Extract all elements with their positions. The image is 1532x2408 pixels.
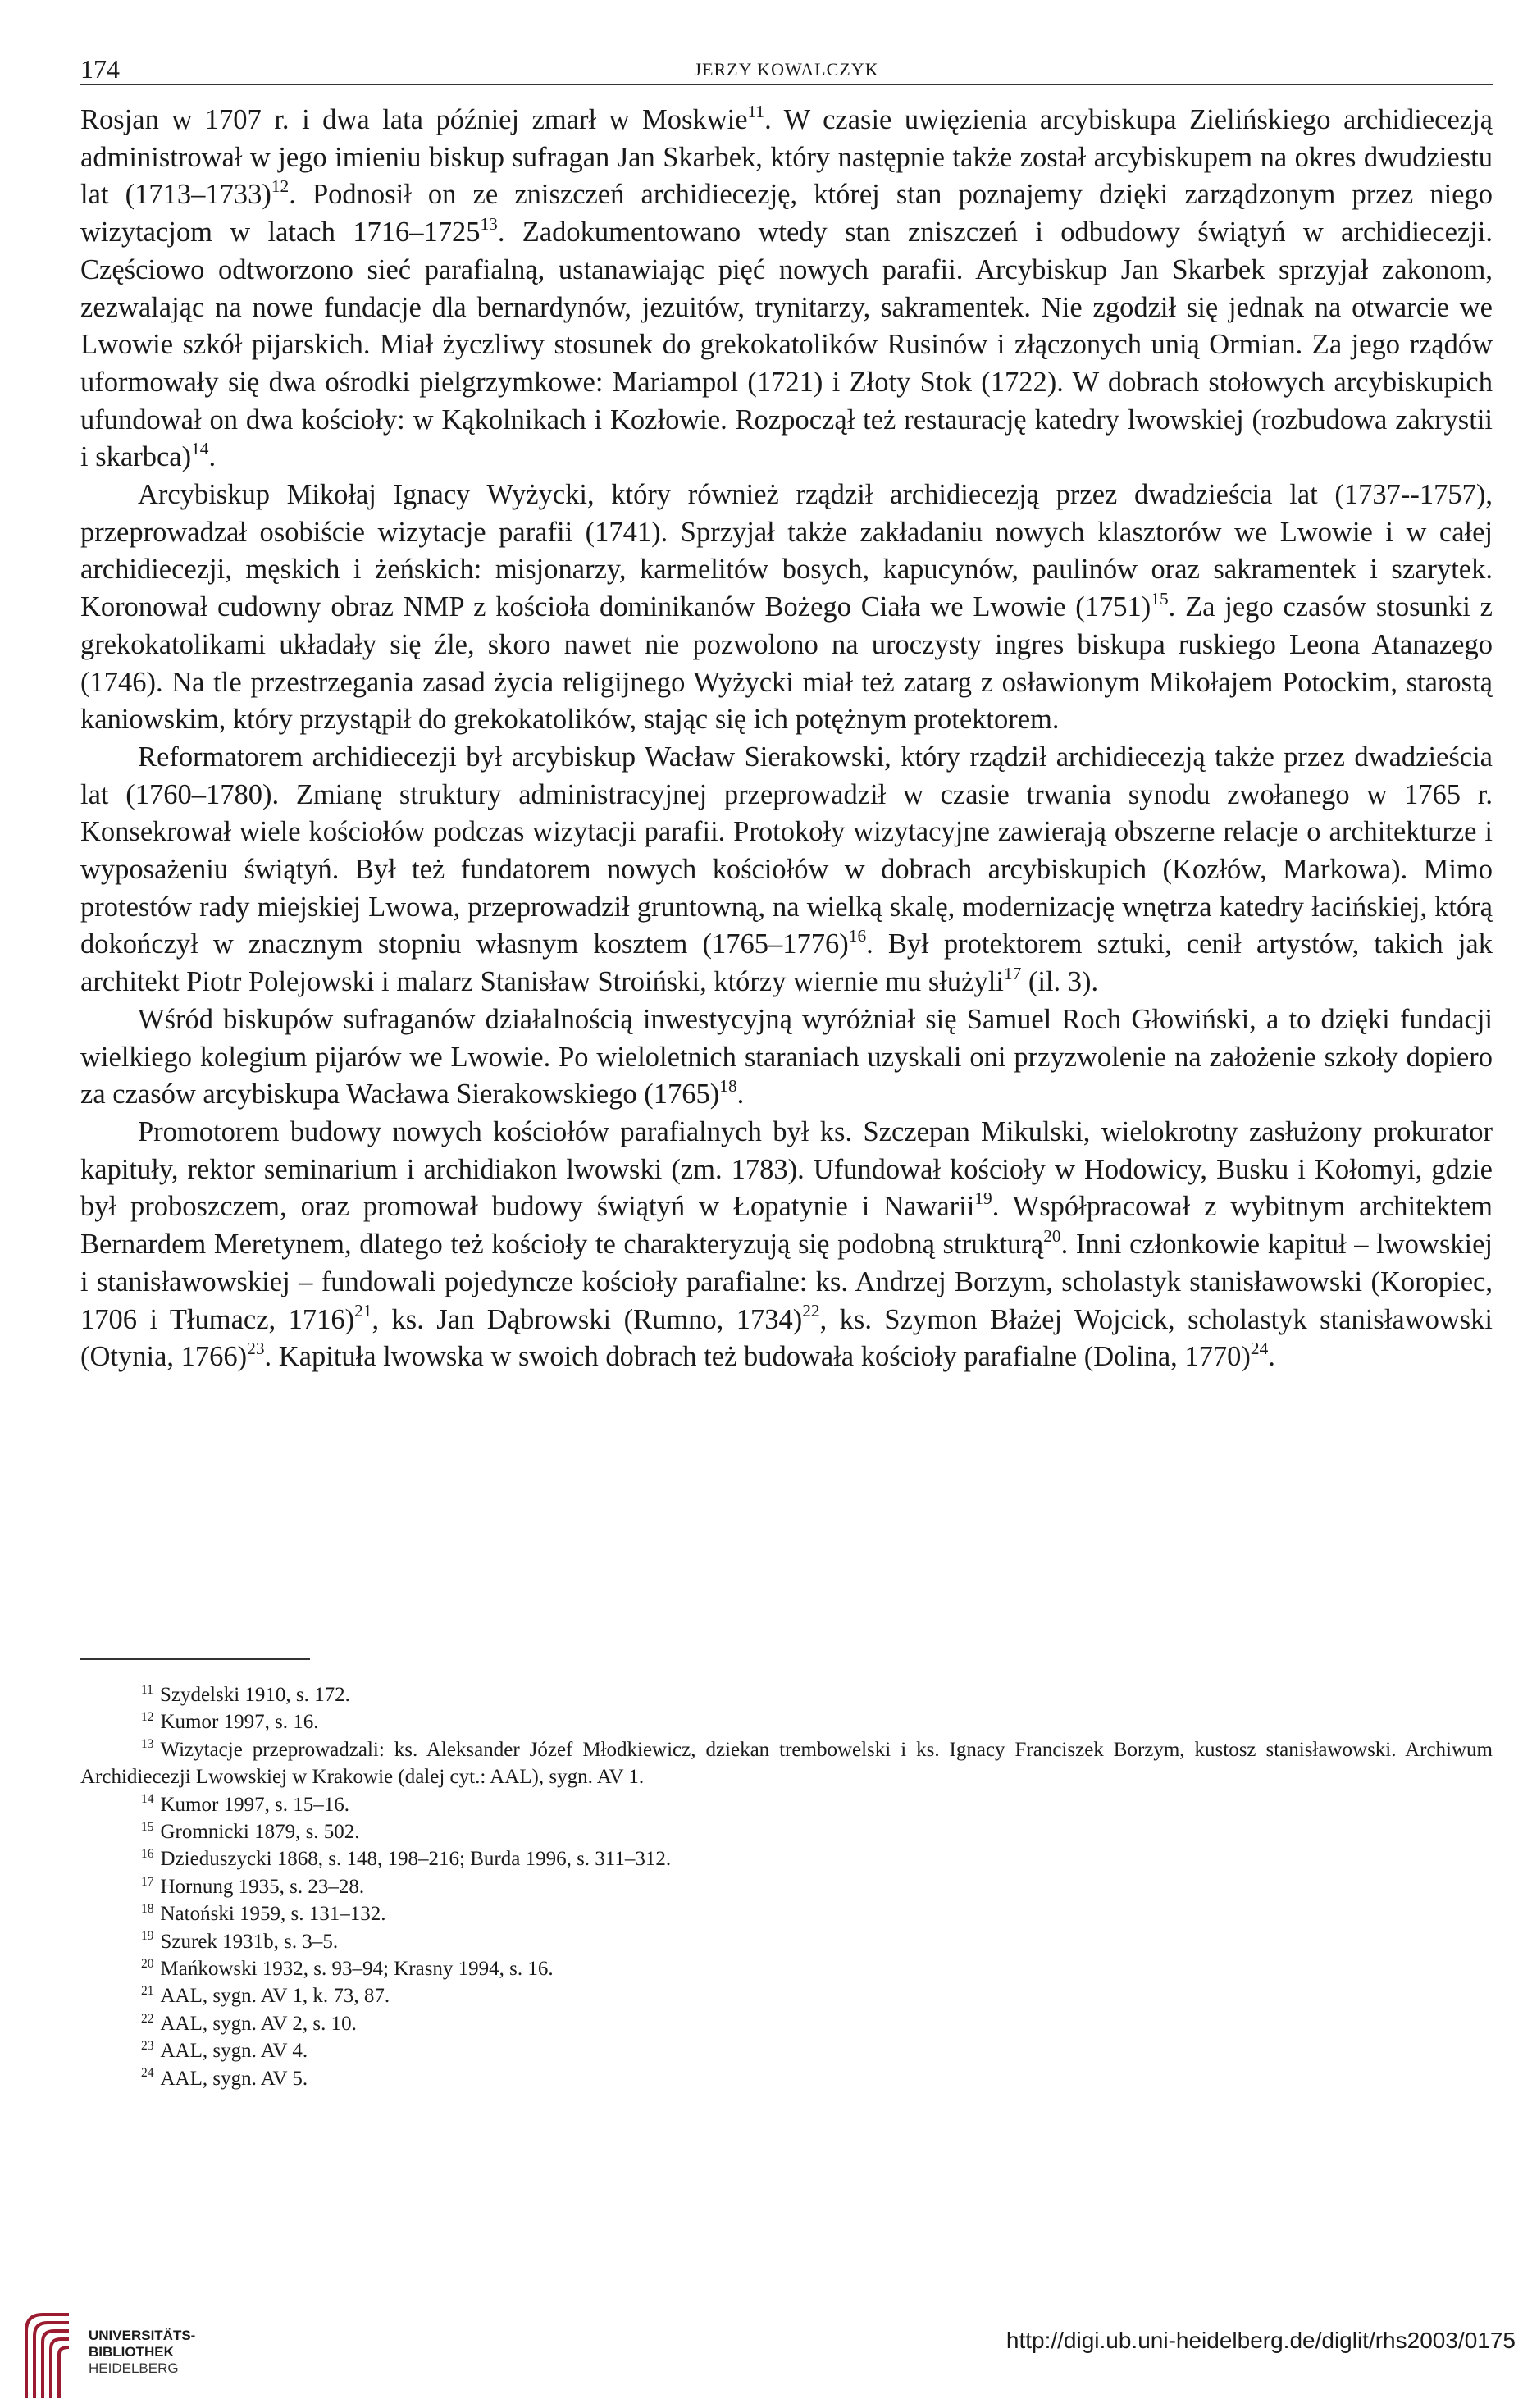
footnote-ref[interactable]: 12 [271, 176, 290, 196]
page-footer [0, 2296, 1532, 2408]
footnote-number: 13 [141, 1737, 154, 1752]
footnote-number: 22 [141, 2011, 154, 2026]
footnote-number: 16 [141, 1847, 154, 1862]
paragraph [80, 739, 1493, 1001]
text-run: . [1268, 1341, 1275, 1373]
footnote-text: Hornung 1935, s. 23–28. [160, 1875, 365, 1898]
footnote-number: 20 [141, 1956, 154, 1971]
text-run: Reformatorem archidiecezji był arcybiskup Wacław Sierakowski, który rządził archidiecezją także przez dwadzieścia lat (1760–1780). Zmianę struktury administracyjnej przeprowadził w czasie trwania synodu zwołanego w 1765 r. Konsekrował wiele kościołów podczas wizytacji parafii. Protokoły wizytacyjne zawierają obszerne relacje o architekturze i wyposażeniu świątyń. Był też fundatorem nowych kościołów w dobrach arcybiskupich (Kozłów, Markowa). Mimo protestów rady miejskiej Lwowa, przeprowadził gruntowną, na wielką skalę, modernizację wnętrza katedry łacińskiej, którą dokończył w znacznym stopniu własnym kosztem (1765–1776) [80, 741, 1493, 960]
footnote-ref[interactable]: 20 [1043, 1225, 1061, 1246]
footnote [80, 1982, 1493, 2009]
footnote-text: Wizytacje przeprowadzali: ks. Aleksander Józef Młodkiewicz, dziekan trembowelski i ks. Ignacy Franciszek Borzym, kustosz stanisławowski. Archiwum Archidiecezji Lwowskiej w Krakowie (dalej cyt.: AAL), sygn. AV 1. [80, 1738, 1493, 1789]
text-run: . Zadokumentowano wtedy stan zniszczeń i odbudowy świątyń w archidiecezji. Częściowo odtworzono sieć parafialną, ustanawiając pięć nowych parafii. Arcybiskup Jan Skarbek sprzyjał zakonom, zezwalając na nowe fundacje dla bernardynów, jezuitów, trynitarzy, sakramentek. Nie zgodził się jednak na otwarcie we Lwowie szkół pijarskich. Miał życzliwy stosunek do grekokatolików Rusinów i złączonych unią Ormian. Za jego rządów uformowały się dwa ośrodki pielgrzymkowe: Mariampol (1721) i Złoty Stok (1722). W dobrach stołowych arcybiskupich ufundował on dwa kościoły: w Kąkolnikach i Kozłowie. Rozpoczął też restaurację katedry lwowskiej (rozbudowa zakrystii i skarbca) [80, 217, 1493, 473]
footnote-text: Szurek 1931b, s. 3–5. [160, 1930, 339, 1953]
footnote-text: Kumor 1997, s. 16. [160, 1711, 319, 1734]
text-run: Rosjan w 1707 r. i dwa lata później zmarł w Moskwie [80, 104, 748, 135]
body-text [80, 102, 1493, 1376]
footnote-text: AAL, sygn. AV 4. [160, 2040, 308, 2063]
library-name-line: HEIDELBERG [89, 2360, 179, 2376]
footnote [80, 1900, 1493, 1927]
paragraph [80, 477, 1493, 739]
footnote-ref[interactable]: 17 [1003, 963, 1022, 983]
text-run: , ks. Szymon Błażej Wojcick, scholastyk stanisławowski (Otynia, 1766) [80, 1303, 1493, 1373]
footnote [80, 1873, 1493, 1900]
footnote-ref[interactable]: 21 [354, 1301, 372, 1320]
footnote [80, 1708, 1493, 1735]
footnote-ref[interactable]: 15 [1151, 588, 1169, 609]
footnote-number: 17 [141, 1874, 154, 1889]
footnote-number: 12 [141, 1710, 154, 1725]
footnote [80, 1736, 1493, 1791]
library-name-line: BIBLIOTHEK [89, 2344, 174, 2360]
footnote-ref[interactable]: 13 [480, 213, 498, 234]
footnote-number: 23 [141, 2038, 154, 2053]
paragraph [80, 1114, 1493, 1376]
footnote [80, 1928, 1493, 1955]
footnote-text: Kumor 1997, s. 15–16. [160, 1793, 350, 1816]
footnote-ref[interactable]: 16 [848, 925, 867, 946]
footnote-ref[interactable]: 18 [719, 1075, 737, 1096]
source-url[interactable]: http://digi.ub.uni-heidelberg.de/diglit/rhs2003/0175 [1005, 2328, 1516, 2353]
ub-heidelberg-logo-icon [15, 2306, 80, 2401]
footnote [80, 1791, 1493, 1818]
text-run: . W czasie uwięzienia arcybiskupa Zielińskiego archidiecezją administrował w jego imieniu biskup sufragan Jan Skarbek, który następnie także został arcybiskupem na okres dwudziestu lat (1713–1733) [80, 104, 1493, 211]
paragraph [80, 102, 1493, 477]
text-run: Wśród biskupów sufraganów działalnością inwestycyjną wyróżniał się Samuel Roch Głowiński, a to dzięki fundacji wielkiego kolegium pijarów we Lwowie. Po wieloletnich staraniach uzyskali oni przyzwolenie na założenie szkoły dopiero za czasów arcybiskupa Wacława Sierakowskiego (1765) [80, 1003, 1493, 1111]
text-run: . [208, 441, 217, 473]
footnote-number: 11 [141, 1682, 153, 1697]
footnote-text: Szydelski 1910, s. 172. [159, 1684, 350, 1706]
page-number: 174 [80, 54, 120, 84]
footnote-ref[interactable]: 19 [974, 1188, 992, 1208]
footnote [80, 2010, 1493, 2037]
footnote-text: AAL, sygn. AV 1, k. 73, 87. [160, 1985, 390, 2008]
footnote-number: 14 [141, 1792, 154, 1807]
footnote-number: 15 [141, 1819, 154, 1834]
footnote [80, 1845, 1493, 1872]
footnote-ref[interactable]: 22 [802, 1301, 820, 1320]
footnote-number: 18 [141, 1901, 154, 1916]
footnote-ref[interactable]: 14 [191, 438, 209, 458]
footnote-number: 24 [141, 2066, 154, 2081]
text-run: . Był protektorem sztuki, cenił artystów, takich jak architekt Piotr Polejowski i malarz Stanisław Stroiński, którzy wiernie mu służyli [80, 928, 1493, 998]
footnote-text: Gromnicki 1879, s. 502. [160, 1821, 360, 1844]
footnote-number: 21 [141, 1984, 154, 1999]
footnote-divider [80, 1658, 310, 1660]
footnote-text: Natoński 1959, s. 131–132. [160, 1903, 386, 1926]
text-run: Promotorem budowy nowych kościołów parafialnych był ks. Szczepan Mikulski, wielokrotny zasłużony prokurator kapituły, rektor seminarium i archidiakon lwowski (zm. 1783). Ufundował kościoły w Hodowicy, Busku i Kołomyi, gdzie był proboszczem, oraz promował budowy świątyń w Łopatynie i Nawarii [80, 1115, 1493, 1223]
text-run: . [736, 1079, 745, 1111]
text-run: . Podnosił on ze zniszczeń archidiecezję, której stan poznajemy dzięki zarządzonym przez niego wizytacjom w latach 1716–1725 [80, 179, 1493, 249]
text-run: . Kapituła lwowska w swoich dobrach też budowała kościoły parafialne (Dolina, 1770) [264, 1341, 1251, 1373]
footnote [80, 1955, 1493, 1982]
text-run: . Współpracował z wybitnym architektem Bernardem Meretynem, dlatego też kościoły te charakteryzują się podobną strukturą [80, 1191, 1493, 1261]
text-run: (il. 3). [1021, 966, 1099, 998]
text-run: , ks. Jan Dąbrowski (Rumno, 1734) [372, 1303, 803, 1335]
paragraph [80, 1001, 1493, 1114]
footnote-ref[interactable]: 11 [747, 101, 765, 121]
footnote-text: Dzieduszycki 1868, s. 148, 198–216; Burda 1996, s. 311–312. [160, 1848, 672, 1871]
footnote [80, 1681, 1493, 1708]
footnote-text: Mańkowski 1932, s. 93–94; Krasny 1994, s. 16. [160, 1958, 554, 1981]
footnote-text: AAL, sygn. AV 5. [160, 2067, 308, 2090]
library-name [89, 2328, 195, 2377]
footnote [80, 2037, 1493, 2064]
footnote-number: 19 [141, 1929, 154, 1944]
footnote-text: AAL, sygn. AV 2, s. 10. [160, 2012, 357, 2035]
text-run: . Inni członkowie kapituł – lwowskiej i stanisławowskiej – fundowali pojedyncze kościoły parafialne: ks. Andrzej Borzym, scholastyk stanisławowski (Koropiec, 1706 i Tłumacz, 1716) [80, 1229, 1493, 1335]
text-run: Arcybiskup Mikołaj Ignacy Wyżycki, który również rządził archidiecezją przez dwadzieścia lat (1737--1757), przeprowadzał osobiście wizytacje parafii (1741). Sprzyjał także zakładaniu nowych klasztorów we Lwowie i w całej archidiecezji, męskich i żeńskich: misjonarzy, karmelitów bosych, kapucynów, paulinów oraz sakramentek i szarytek. Koronował cudowny obraz NMP z kościoła dominikanów Bożego Ciała we Lwowie (1751) [80, 479, 1493, 623]
footnotes [80, 1681, 1493, 2092]
text-run: . Za jego czasów stosunki z grekokatolikami układały się źle, skoro nawet nie pozwolono na uroczysty ingres biskupa ruskiego Leona Atanazego (1746). Na tle przestrzegania zasad życia religijnego Wyżycki miał też zatarg z osławionym Mikołajem Potockim, starostą kaniowskim, który przystąpił do grekokatolików, stając się ich potężnym protektorem. [80, 591, 1493, 736]
footnote-ref[interactable]: 24 [1250, 1338, 1269, 1358]
page-header [80, 43, 1493, 85]
footnote [80, 2065, 1493, 2092]
footnote [80, 1818, 1493, 1845]
running-head: JERZY KOWALCZYK [694, 59, 879, 80]
footnote-ref[interactable]: 23 [247, 1338, 265, 1358]
library-name-line: UNIVERSITÄTS- [89, 2328, 196, 2343]
